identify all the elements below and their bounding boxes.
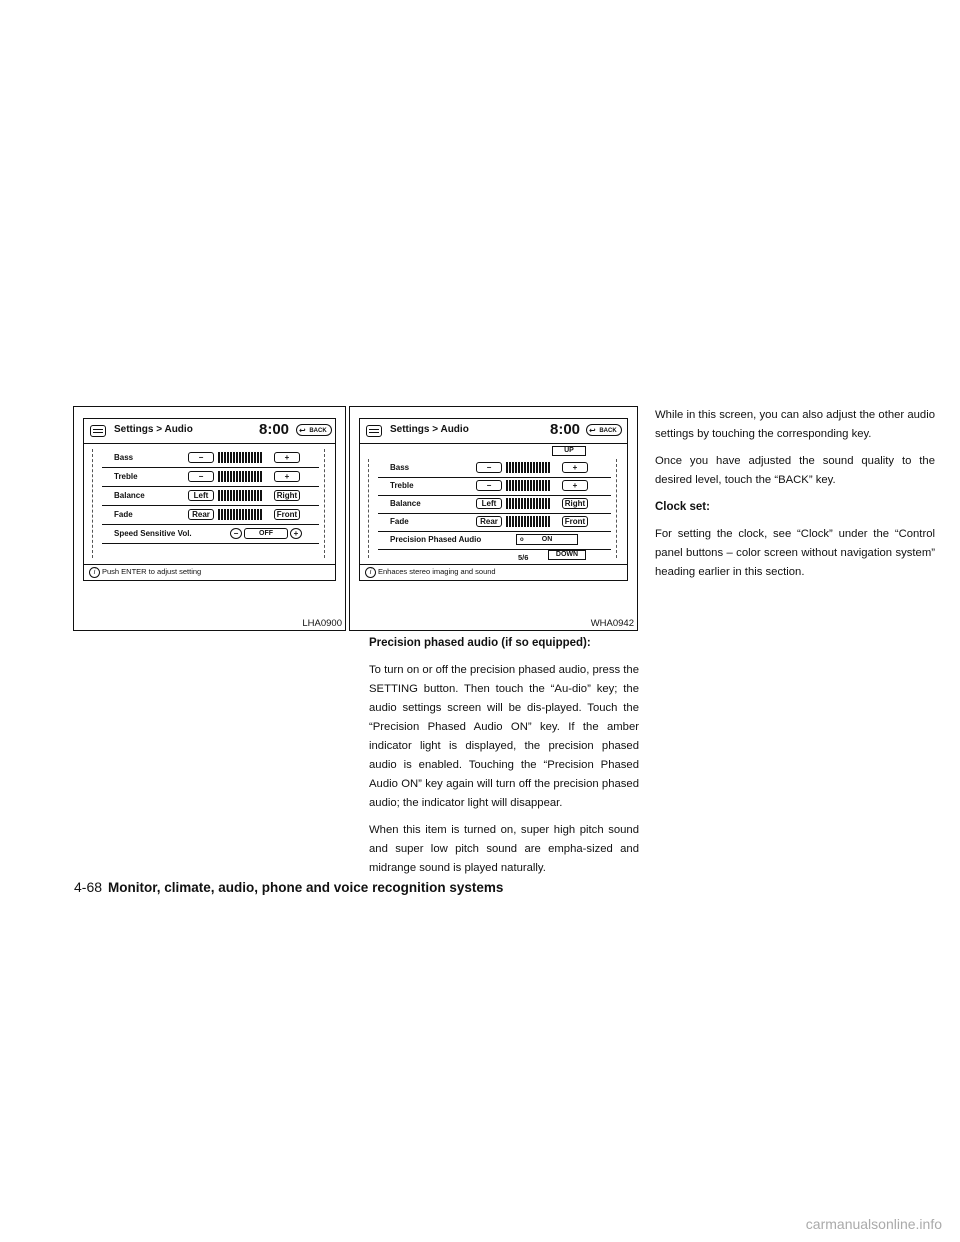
row-speed-sensitive-vol (102, 525, 319, 544)
row-bass (378, 459, 611, 478)
row-fade (102, 506, 319, 525)
screen-title: Settings > Audio (390, 424, 469, 435)
fade-rear-button[interactable]: Rear (476, 516, 502, 527)
clock-display: 8:00 (259, 421, 290, 438)
menu-icon (90, 425, 106, 437)
bass-minus-button[interactable]: − (188, 452, 214, 463)
figure-code: WHA0942 (590, 618, 634, 629)
balance-right-button[interactable]: Right (274, 490, 300, 501)
status-text: Enhaces stereo imaging and sound (378, 567, 496, 576)
speed-sensitive-vol-value[interactable]: OFF (244, 528, 288, 539)
bass-plus-button[interactable]: + (274, 452, 300, 463)
row-treble (102, 468, 319, 487)
page-indicator: 5/6 (518, 553, 529, 562)
row-label: Speed Sensitive Vol. (114, 529, 192, 538)
row-precision-phased-audio (378, 531, 611, 550)
row-label: Bass (390, 463, 410, 472)
indicator-light-icon: o (520, 537, 524, 543)
treble-level-bar (218, 471, 262, 482)
paragraph: When this item is turned on, super high pitch sound and super low pitch sound are empha-sized and midrange sound is played naturally. (369, 824, 639, 874)
bass-level-bar (506, 462, 550, 473)
back-button[interactable]: ↩ BACK (586, 424, 622, 436)
precision-phased-audio-value: ON (541, 536, 553, 543)
paragraph: Once you have adjusted the sound quality to the desired level, touch the “BACK” key. (655, 455, 935, 486)
row-label: Balance (390, 499, 421, 508)
clock-display: 8:00 (550, 421, 581, 438)
down-button[interactable]: DOWN (548, 550, 586, 560)
row-label: Treble (390, 481, 414, 490)
treble-minus-button[interactable]: − (476, 480, 502, 491)
row-balance (378, 495, 611, 514)
treble-minus-button[interactable]: − (188, 471, 214, 482)
balance-level-bar (218, 490, 262, 501)
fade-front-button[interactable]: Front (562, 516, 588, 527)
info-icon: i (365, 567, 376, 578)
text-column-right (655, 406, 935, 590)
row-bass (102, 449, 319, 468)
fade-rear-button[interactable]: Rear (188, 509, 214, 520)
minus-circle-icon[interactable]: − (230, 528, 242, 539)
up-button[interactable]: UP (552, 446, 586, 456)
row-treble (378, 477, 611, 496)
screen-header (360, 419, 627, 444)
menu-icon (366, 425, 382, 437)
status-bar (84, 564, 335, 580)
heading-clock-set: Clock set: (655, 501, 710, 513)
left-scale (368, 459, 375, 558)
watermark: carmanualsonline.info (805, 1216, 942, 1232)
treble-plus-button[interactable]: + (562, 480, 588, 491)
right-scale (318, 449, 325, 558)
paragraph: While in this screen, you can also adjust the other audio settings by touching the corresponding key. (655, 409, 935, 440)
fade-level-bar (506, 516, 550, 527)
bass-plus-button[interactable]: + (562, 462, 588, 473)
row-balance (102, 487, 319, 506)
page-footer (74, 879, 503, 895)
left-scale (92, 449, 99, 558)
row-fade (378, 513, 611, 532)
balance-right-button[interactable]: Right (562, 498, 588, 509)
figure-audio-settings-1 (73, 406, 346, 631)
page-number: 4-68 (74, 879, 103, 895)
bass-level-bar (218, 452, 262, 463)
screen-title: Settings > Audio (114, 424, 193, 435)
row-label: Fade (390, 517, 409, 526)
precision-phased-audio-toggle[interactable] (516, 534, 578, 545)
text-column-middle (369, 634, 639, 886)
fade-level-bar (218, 509, 262, 520)
fade-front-button[interactable]: Front (274, 509, 300, 520)
audio-settings-screen (359, 418, 628, 581)
paragraph: For setting the clock, see “Clock” under the “Control panel buttons – color screen without navigation system” heading earlier in this section. (655, 528, 935, 578)
back-button[interactable]: ↩ BACK (296, 424, 332, 436)
row-label: Bass (114, 453, 134, 462)
status-text: Push ENTER to adjust setting (102, 567, 202, 576)
audio-settings-screen (83, 418, 336, 581)
status-bar (360, 564, 627, 580)
figure-code: LHA0900 (302, 618, 342, 629)
treble-plus-button[interactable]: + (274, 471, 300, 482)
balance-level-bar (506, 498, 550, 509)
row-label: Fade (114, 510, 133, 519)
balance-left-button[interactable]: Left (476, 498, 502, 509)
row-label: Treble (114, 472, 138, 481)
paragraph: To turn on or off the precision phased audio, press the SETTING button. Then touch the “Au-dio” key; the audio settings screen will be dis-played. Touch the “Precision Phased Audio ON” key. If the amber indicator light is displayed, the precision phased audio is enabled. Touching the “Precision Phased Audio ON” key again will turn off the precision phased audio; the indicator light will disappear. (369, 664, 639, 809)
info-icon: i (89, 567, 100, 578)
treble-level-bar (506, 480, 550, 491)
section-title: Monitor, climate, audio, phone and voice recognition systems (108, 880, 504, 895)
row-label: Precision Phased Audio (390, 535, 482, 544)
screen-header (84, 419, 335, 444)
row-label: Balance (114, 491, 145, 500)
plus-circle-icon[interactable]: + (290, 528, 302, 539)
heading-precision-phased-audio: Precision phased audio (if so equipped): (369, 637, 591, 649)
bass-minus-button[interactable]: − (476, 462, 502, 473)
figure-audio-settings-2 (349, 406, 638, 631)
right-scale (610, 459, 617, 558)
balance-left-button[interactable]: Left (188, 490, 214, 501)
